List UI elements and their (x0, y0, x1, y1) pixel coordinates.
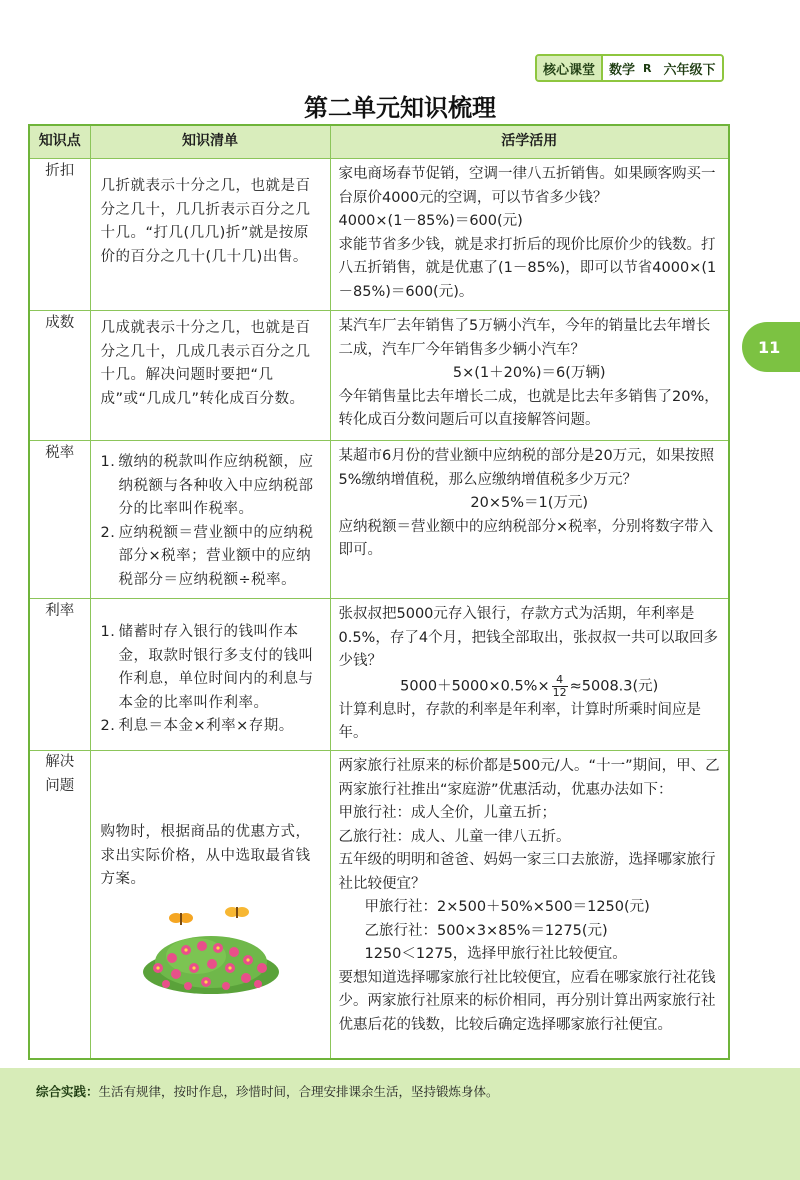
butterfly-icon (169, 913, 193, 925)
table-row (29, 311, 729, 441)
badge-subject: 数学 (601, 56, 641, 80)
app-formula: 1250＜1275，选择甲旅行社比较便宜。 (364, 946, 627, 962)
knowledge-table (28, 124, 730, 1060)
topic-cell: 税率 (29, 441, 90, 599)
app-cell (330, 441, 729, 599)
topic-cell: 利率 (29, 599, 90, 751)
list-item-text: 储蓄时存入银行的钱叫作本金，取款时银行多支付的钱叫作利息，单位时间内的利息与本金的比率叫作利率。 (118, 624, 314, 711)
fraction-denominator: 12 (552, 685, 567, 699)
list-cell (90, 751, 330, 1059)
app-formula: 甲旅行社：2×500＋50%×500＝1250(元) (364, 899, 650, 915)
formula-part: ≈5008.3(元) (569, 678, 659, 694)
app-formula: 5×(1＋20%)＝6(万辆) (452, 365, 606, 381)
footer-text: 生活有规律，按时作息，珍惜时间，合理安排课余生活，坚持锻炼身体。 (98, 1084, 499, 1099)
app-text: 求能节省多少钱，就是求打折后的现价比原价少的钱数。打八五折销售，就是优惠了(1－85%)，即可以节省4000×(1－85%)＝600(元)。 (338, 236, 717, 300)
list-item-number: 2. (100, 524, 116, 541)
header-badge (535, 54, 724, 82)
topic-cell: 折扣 (29, 159, 90, 311)
badge-edition: R (641, 56, 657, 80)
list-item (101, 451, 322, 522)
list-item-number: 1. (100, 454, 116, 470)
list-cell: 几成就表示十分之几，也就是百分之几十，几成几表示百分之几十几。解决问题时要把“几成”或“几成几”转化成百分数。 (90, 311, 330, 441)
app-text: 家电商场春节促销，空调一律八五折销售。如果顾客购买一台原价4000元的空调，可以节省多少钱？ (338, 166, 716, 206)
list-text: 购物时，根据商品的优惠方式，求出实际价格，从中选取最省钱方案。 (100, 824, 311, 887)
list-item-number: 2. (100, 718, 116, 734)
header-topic: 知识点 (29, 125, 90, 159)
app-text: 五年级的明明和爸爸、妈妈一家三口去旅游，选择哪家旅行社比较便宜？ (338, 852, 716, 892)
flower-bush-illustration (136, 906, 286, 996)
badge-core: 核心课堂 (537, 56, 601, 80)
badge-grade: 六年级下 (658, 56, 722, 80)
app-cell (330, 599, 729, 751)
page-title: 第二单元知识梳理 (304, 94, 496, 122)
list-item (101, 715, 322, 739)
fraction-numerator: 4 (552, 674, 568, 687)
app-cell (330, 311, 729, 441)
table-row (29, 751, 729, 1059)
list-item-text: 缴纳的税款叫作应纳税额，应纳税额与各种收入中应纳税部分的比率叫作税率。 (118, 454, 314, 517)
app-text: 乙旅行社：成人、儿童一律八五折。 (338, 828, 571, 845)
header-app: 活学活用 (330, 125, 729, 159)
app-text: 某超市6月份的营业额中应纳税的部分是20万元，如果按照5%缴纳增值税，那么应缴纳增值税多少万元？ (338, 448, 715, 488)
list-item-text: 应纳税额＝营业额中的应纳税部分×税率；营业额中的应纳税部分＝应纳税额÷税率。 (118, 524, 314, 588)
formula-part: 5000＋5000×0.5%× (400, 678, 550, 694)
list-cell (90, 599, 330, 751)
app-text: 张叔叔把5000元存入银行，存款方式为活期，年利率是0.5%，存了4个月，把钱全部取出，张叔叔一共可以取回多少钱？ (338, 606, 719, 669)
app-formula: 4000×(1－85%)＝600(元) (338, 213, 523, 229)
list-item-number: 1. (100, 624, 116, 640)
app-text: 某汽车厂去年销售了5万辆小汽车，今年的销量比去年增长二成，汽车厂今年销售多少辆小汽车？ (338, 318, 711, 358)
app-formula: 20×5%＝1(万元) (470, 495, 589, 511)
footer-line (36, 1082, 499, 1100)
app-text: 甲旅行社：成人全价，儿童五折； (338, 805, 556, 821)
table-header-row (29, 125, 729, 159)
list-item (101, 522, 322, 593)
table-row (29, 159, 729, 311)
app-cell (330, 159, 729, 311)
list-cell (90, 441, 330, 599)
fraction (552, 674, 568, 699)
list-item-text: 利息＝本金×利率×存期。 (118, 718, 294, 734)
table-row (29, 441, 729, 599)
header-list: 知识清单 (90, 125, 330, 159)
app-text: 应纳税额＝营业额中的应纳税部分×税率，分别将数字带入即可。 (338, 518, 714, 558)
app-formula (339, 674, 721, 699)
app-text: 要想知道选择哪家旅行社比较便宜，应看在哪家旅行社花钱少。两家旅行社原来的标价相同，再分别计算出两家旅行社优惠后花的钱数，比较后确定选择哪家旅行社便宜。 (338, 969, 716, 1033)
topic-cell: 解决问题 (29, 751, 90, 1059)
app-text: 今年销售量比去年增长二成，也就是比去年多销售了20%，转化成百分数问题后可以直接解答问题。 (338, 388, 719, 428)
page-number-tab: 11 (742, 322, 800, 372)
app-cell (330, 751, 729, 1059)
topic-cell: 成数 (29, 311, 90, 441)
footer-band (0, 1068, 800, 1180)
list-item (101, 621, 322, 715)
app-formula: 乙旅行社：500×3×85%＝1275(元) (364, 922, 608, 939)
footer-label: 综合实践： (36, 1084, 99, 1099)
list-cell: 几折就表示十分之几，也就是百分之几十，几几折表示百分之几十几。“打几(几几)折”就是按原价的百分之几十(几十几)出售。 (90, 159, 330, 311)
app-text: 计算利息时，存款的利率是年利率，计算时所乘时间应是年。 (338, 701, 701, 741)
butterfly-icon (225, 907, 249, 918)
table-row (29, 599, 729, 751)
app-text: 两家旅行社原来的标价都是500元/人。“十一”期间，甲、乙两家旅行社推出“家庭游”优惠活动，优惠办法如下： (338, 758, 720, 798)
